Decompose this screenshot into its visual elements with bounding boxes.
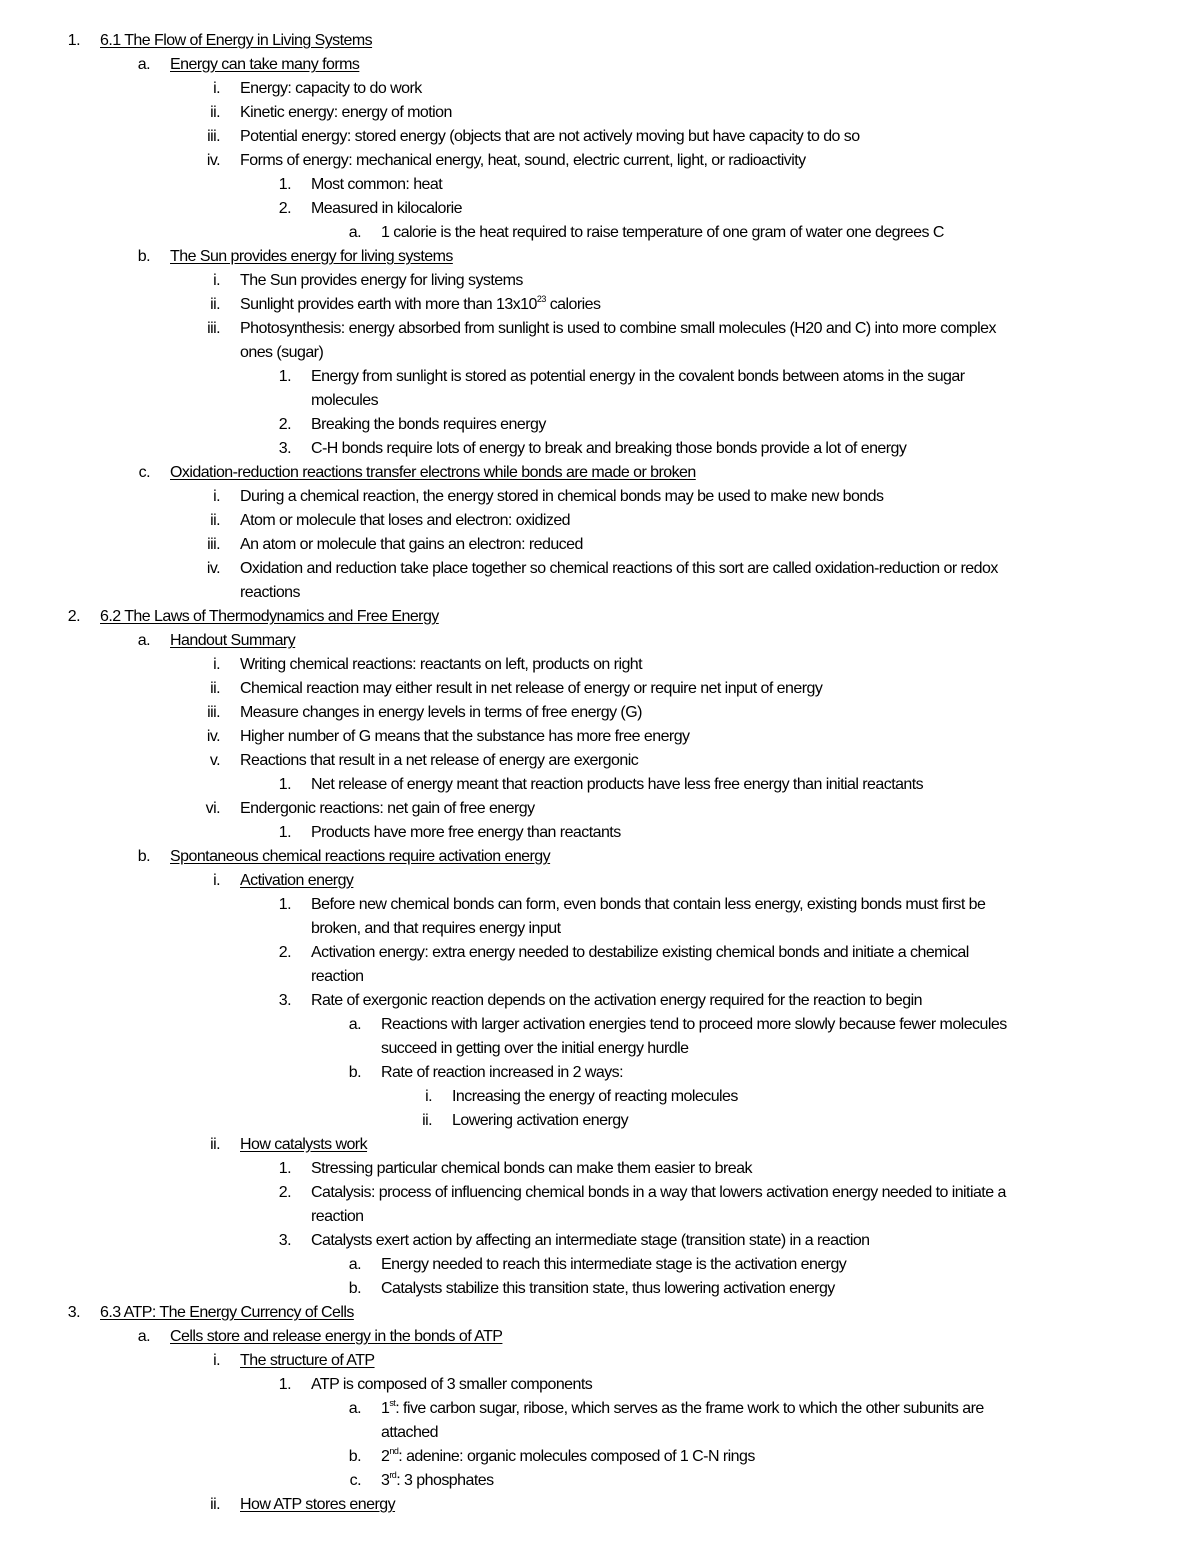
- list-marker: 1.: [278, 776, 291, 793]
- line-text: 1 calorie is the heat required to raise temperature of one gram of water one degrees C: [381, 224, 944, 241]
- line-text: During a chemical reaction, the energy stored in chemical bonds may be used to make new bonds: [240, 488, 884, 505]
- list-marker: 2.: [278, 200, 291, 217]
- list-marker: 1.: [278, 176, 291, 193]
- outline-line: [0, 1013, 1200, 1037]
- list-marker: a.: [137, 56, 150, 73]
- section-heading: [240, 1133, 367, 1157]
- line-text: ones (sugar): [240, 344, 324, 361]
- outline-text: [240, 77, 422, 101]
- outline-text: [240, 341, 323, 365]
- list-marker: 2.: [278, 1184, 291, 1201]
- list-marker: iii.: [207, 704, 220, 721]
- outline-text: [381, 1253, 846, 1277]
- outline-text: [311, 437, 906, 461]
- line-text: Lowering activation energy: [452, 1112, 629, 1129]
- line-text: Chemical reaction may either result in net release of energy or require net input of energy: [240, 680, 823, 697]
- line-text: Energy can take many forms: [170, 56, 360, 73]
- line-text: Activation energy: [240, 872, 354, 889]
- line-text: C-H bonds require lots of energy to break and breaking those bonds provide a lot of energy: [311, 440, 907, 457]
- outline-text: [311, 1157, 752, 1181]
- list-marker: i.: [213, 272, 220, 289]
- document-outline: [0, 29, 1200, 1517]
- section-heading: [170, 461, 696, 485]
- list-marker: 2.: [67, 608, 80, 625]
- line-text: reactions: [240, 584, 300, 601]
- list-marker: a.: [137, 1328, 150, 1345]
- outline-line: [0, 581, 1200, 605]
- list-marker: iv.: [206, 728, 220, 745]
- line-text: Oxidation and reduction take place together so chemical reactions of this sort are called oxidation-reduction or redox: [240, 560, 998, 577]
- line-text: Rate of exergonic reaction depends on the activation energy required for the reaction to begin: [311, 992, 922, 1009]
- outline-line: [0, 1445, 1200, 1469]
- list-marker: 1.: [278, 896, 291, 913]
- outline-line: [0, 1277, 1200, 1301]
- line-text: Rate of reaction increased in 2 ways:: [381, 1064, 624, 1081]
- line-text: ATP is composed of 3 smaller components: [311, 1376, 593, 1393]
- outline-line: [0, 1133, 1200, 1157]
- outline-text: [452, 1109, 628, 1133]
- outline-text: [311, 773, 923, 797]
- list-marker: ii.: [210, 680, 220, 697]
- outline-text: [240, 725, 690, 749]
- outline-text: [311, 197, 462, 221]
- section-heading: [100, 29, 372, 53]
- outline-text: [452, 1085, 738, 1109]
- outline-line: [0, 341, 1200, 365]
- section-heading: [100, 1301, 354, 1325]
- line-text: Net release of energy meant that reaction products have less free energy than initial reactants: [311, 776, 924, 793]
- list-marker: a.: [348, 224, 361, 241]
- line-text: 6.2 The Laws of Thermodynamics and Free Energy: [100, 608, 439, 625]
- section-heading: [240, 1493, 395, 1517]
- outline-text: [240, 533, 583, 557]
- outline-line: [0, 1229, 1200, 1253]
- outline-text: [381, 1469, 494, 1493]
- line-text: Oxidation-reduction reactions transfer electrons while bonds are made or broken: [170, 464, 696, 481]
- outline-line: [0, 1373, 1200, 1397]
- list-marker: 1.: [278, 824, 291, 841]
- list-marker: b.: [348, 1448, 361, 1465]
- line-text: Breaking the bonds requires energy: [311, 416, 546, 433]
- line-text: molecules: [311, 392, 379, 409]
- outline-text: [240, 317, 996, 341]
- outline-line: [0, 1421, 1200, 1445]
- outline-line: [0, 365, 1200, 389]
- outline-text: [311, 893, 985, 917]
- section-heading: [170, 845, 550, 869]
- outline-line: [0, 629, 1200, 653]
- line-text: Catalysts exert action by affecting an intermediate stage (transition state) in a reaction: [311, 1232, 870, 1249]
- outline-line: [0, 1325, 1200, 1349]
- line-text: Handout Summary: [170, 632, 296, 649]
- outline-text: [311, 1181, 1006, 1205]
- outline-line: [0, 749, 1200, 773]
- outline-line: [0, 1181, 1200, 1205]
- list-marker: 1.: [278, 1376, 291, 1393]
- line-text: Reactions with larger activation energies tend to proceed more slowly because fewer molecules: [381, 1016, 1007, 1033]
- list-marker: iii.: [207, 128, 220, 145]
- outline-text: [240, 293, 600, 317]
- line-text: How catalysts work: [240, 1136, 368, 1153]
- line-text: Stressing particular chemical bonds can make them easier to break: [311, 1160, 752, 1177]
- outline-line: [0, 941, 1200, 965]
- outline-text: [311, 1205, 364, 1229]
- outline-text: [311, 365, 965, 389]
- list-marker: i.: [213, 872, 220, 889]
- outline-line: [0, 389, 1200, 413]
- list-marker: ii.: [210, 512, 220, 529]
- outline-text: [240, 485, 883, 509]
- outline-line: [0, 77, 1200, 101]
- outline-line: [0, 485, 1200, 509]
- outline-line: [0, 821, 1200, 845]
- section-heading: [100, 605, 439, 629]
- line-text: Measure changes in energy levels in terms of free energy (G): [240, 704, 642, 721]
- line-text: 6.3 ATP: The Energy Currency of Cells: [100, 1304, 354, 1321]
- outline-line: [0, 413, 1200, 437]
- outline-text: [240, 509, 570, 533]
- list-marker: i.: [213, 1352, 220, 1369]
- list-marker: b.: [137, 248, 150, 265]
- line-text: Energy needed to reach this intermediate stage is the activation energy: [381, 1256, 847, 1273]
- outline-text: [311, 413, 546, 437]
- line-text: Cells store and release energy in the bonds of ATP: [170, 1328, 503, 1345]
- list-marker: 1.: [67, 32, 80, 49]
- outline-text: [311, 989, 922, 1013]
- line-text: Energy: capacity to do work: [240, 80, 422, 97]
- line-text: 3: [381, 1472, 390, 1489]
- list-marker: b.: [348, 1064, 361, 1081]
- outline-line: [0, 1109, 1200, 1133]
- list-marker: iii.: [207, 320, 220, 337]
- list-marker: b.: [137, 848, 150, 865]
- outline-text: [311, 941, 969, 965]
- line-text: An atom or molecule that gains an electron: reduced: [240, 536, 583, 553]
- outline-text: [240, 701, 642, 725]
- outline-line: [0, 173, 1200, 197]
- superscript: rd: [389, 1470, 397, 1480]
- outline-line: [0, 701, 1200, 725]
- line-text-continuation: : five carbon sugar, ribose, which serves as the frame work to which the other subunits are: [395, 1400, 984, 1417]
- outline-line: [0, 725, 1200, 749]
- outline-line: [0, 989, 1200, 1013]
- list-marker: 3.: [278, 992, 291, 1009]
- list-marker: ii.: [210, 296, 220, 313]
- outline-line: [0, 845, 1200, 869]
- section-heading: [170, 629, 295, 653]
- line-text: The structure of ATP: [240, 1352, 375, 1369]
- line-text: Catalysis: process of influencing chemical bonds in a way that lowers activation energy needed to initiate a: [311, 1184, 1006, 1201]
- outline-text: [381, 1061, 623, 1085]
- outline-line: [0, 197, 1200, 221]
- outline-line: [0, 317, 1200, 341]
- outline-text: [381, 1397, 984, 1421]
- outline-text: [381, 1421, 438, 1445]
- outline-line: [0, 605, 1200, 629]
- outline-line: [0, 1253, 1200, 1277]
- outline-line: [0, 101, 1200, 125]
- section-heading: [170, 1325, 502, 1349]
- line-text: Reactions that result in a net release of energy are exergonic: [240, 752, 639, 769]
- outline-text: [311, 965, 364, 989]
- outline-line: [0, 653, 1200, 677]
- outline-line: [0, 149, 1200, 173]
- outline-text: [240, 653, 642, 677]
- list-marker: a.: [348, 1256, 361, 1273]
- list-marker: 3.: [278, 440, 291, 457]
- outline-line: [0, 1397, 1200, 1421]
- outline-text: [240, 581, 300, 605]
- outline-text: [311, 173, 442, 197]
- list-marker: iii.: [207, 536, 220, 553]
- outline-text: [240, 149, 806, 173]
- line-text: The Sun provides energy for living systems: [170, 248, 453, 265]
- outline-line: [0, 797, 1200, 821]
- outline-line: [0, 869, 1200, 893]
- outline-line: [0, 53, 1200, 77]
- outline-line: [0, 533, 1200, 557]
- list-marker: iv.: [206, 152, 220, 169]
- list-marker: i.: [213, 488, 220, 505]
- outline-text: [240, 101, 452, 125]
- section-heading: [170, 53, 359, 77]
- outline-line: [0, 1493, 1200, 1517]
- outline-text: [381, 1013, 1007, 1037]
- outline-line: [0, 221, 1200, 245]
- outline-line: [0, 245, 1200, 269]
- outline-line: [0, 437, 1200, 461]
- outline-text: [311, 917, 561, 941]
- outline-line: [0, 1349, 1200, 1373]
- line-text: attached: [381, 1424, 438, 1441]
- line-text: How ATP stores energy: [240, 1496, 396, 1513]
- outline-line: [0, 1085, 1200, 1109]
- line-text: Activation energy: extra energy needed to destabilize existing chemical bonds and initiate a chemical: [311, 944, 969, 961]
- list-marker: i.: [213, 80, 220, 97]
- list-marker: c.: [349, 1472, 361, 1489]
- list-marker: a.: [348, 1016, 361, 1033]
- section-heading: [170, 245, 453, 269]
- line-text: Catalysts stabilize this transition state, thus lowering activation energy: [381, 1280, 835, 1297]
- outline-line: [0, 125, 1200, 149]
- line-text: broken, and that requires energy input: [311, 920, 561, 937]
- outline-text: [240, 125, 860, 149]
- line-text: 6.1 The Flow of Energy in Living Systems: [100, 32, 373, 49]
- superscript: 23: [536, 294, 546, 304]
- line-text: Kinetic energy: energy of motion: [240, 104, 452, 121]
- line-text: Higher number of G means that the substance has more free energy: [240, 728, 690, 745]
- list-marker: 2.: [278, 944, 291, 961]
- line-text: Potential energy: stored energy (objects that are not actively moving but have capacity to do so: [240, 128, 860, 145]
- list-marker: v.: [209, 752, 220, 769]
- line-text: 2: [381, 1448, 390, 1465]
- line-text: Forms of energy: mechanical energy, heat, sound, electric current, light, or radioactivity: [240, 152, 806, 169]
- line-text: reaction: [311, 968, 364, 985]
- outline-text: [381, 1445, 755, 1469]
- outline-line: [0, 509, 1200, 533]
- line-text: succeed in getting over the initial energy hurdle: [381, 1040, 689, 1057]
- list-marker: ii.: [422, 1112, 432, 1129]
- list-marker: b.: [348, 1280, 361, 1297]
- list-marker: 3.: [67, 1304, 80, 1321]
- list-marker: 1.: [278, 368, 291, 385]
- line-text: 1: [381, 1400, 390, 1417]
- outline-line: [0, 269, 1200, 293]
- outline-line: [0, 1157, 1200, 1181]
- outline-text: [311, 1229, 870, 1253]
- list-marker: a.: [348, 1400, 361, 1417]
- outline-line: [0, 677, 1200, 701]
- list-marker: iv.: [206, 560, 220, 577]
- outline-text: [240, 749, 638, 773]
- list-marker: 3.: [278, 1232, 291, 1249]
- line-text: Atom or molecule that loses and electron: oxidized: [240, 512, 571, 529]
- line-text: Before new chemical bonds can form, even bonds that contain less energy, existing bonds must first be: [311, 896, 986, 913]
- list-marker: c.: [138, 464, 150, 481]
- outline-line: [0, 1037, 1200, 1061]
- line-text-continuation: : adenine: organic molecules composed of 1 C-N rings: [398, 1448, 755, 1465]
- outline-text: [311, 389, 378, 413]
- list-marker: 2.: [278, 416, 291, 433]
- list-marker: i.: [425, 1088, 432, 1105]
- line-text-continuation: : 3 phosphates: [396, 1472, 494, 1489]
- outline-text: [381, 221, 944, 245]
- line-text: Energy from sunlight is stored as potential energy in the covalent bonds between atoms in the sugar: [311, 368, 965, 385]
- outline-line: [0, 29, 1200, 53]
- outline-line: [0, 893, 1200, 917]
- outline-text: [240, 269, 523, 293]
- list-marker: vi.: [205, 800, 220, 817]
- outline-text: [240, 797, 535, 821]
- outline-text: [381, 1037, 688, 1061]
- outline-text: [311, 1373, 592, 1397]
- outline-line: [0, 917, 1200, 941]
- line-text: Most common: heat: [311, 176, 443, 193]
- outline-line: [0, 461, 1200, 485]
- line-text: Sunlight provides earth with more than 13x10: [240, 296, 537, 313]
- line-text: Endergonic reactions: net gain of free energy: [240, 800, 535, 817]
- outline-line: [0, 1205, 1200, 1229]
- outline-line: [0, 557, 1200, 581]
- superscript: nd: [389, 1446, 399, 1456]
- outline-text: [311, 821, 621, 845]
- superscript: st: [389, 1398, 396, 1408]
- outline-line: [0, 773, 1200, 797]
- line-text: Writing chemical reactions: reactants on left, products on right: [240, 656, 643, 673]
- section-heading: [240, 869, 353, 893]
- outline-line: [0, 965, 1200, 989]
- outline-text: [240, 677, 822, 701]
- section-heading: [240, 1349, 375, 1373]
- list-marker: a.: [137, 632, 150, 649]
- outline-line: [0, 1469, 1200, 1493]
- line-text-continuation: calories: [545, 296, 601, 313]
- line-text: Spontaneous chemical reactions require activation energy: [170, 848, 551, 865]
- outline-text: [381, 1277, 835, 1301]
- outline-line: [0, 1061, 1200, 1085]
- list-marker: i.: [213, 656, 220, 673]
- outline-line: [0, 293, 1200, 317]
- list-marker: 1.: [278, 1160, 291, 1177]
- list-marker: ii.: [210, 1136, 220, 1153]
- line-text: Photosynthesis: energy absorbed from sunlight is used to combine small molecules (H20 and C) into more complex: [240, 320, 996, 337]
- line-text: reaction: [311, 1208, 364, 1225]
- line-text: Products have more free energy than reactants: [311, 824, 621, 841]
- list-marker: ii.: [210, 104, 220, 121]
- line-text: Increasing the energy of reacting molecules: [452, 1088, 738, 1105]
- line-text: The Sun provides energy for living systems: [240, 272, 523, 289]
- list-marker: ii.: [210, 1496, 220, 1513]
- outline-line: [0, 1301, 1200, 1325]
- outline-text: [240, 557, 998, 581]
- line-text: Measured in kilocalorie: [311, 200, 462, 217]
